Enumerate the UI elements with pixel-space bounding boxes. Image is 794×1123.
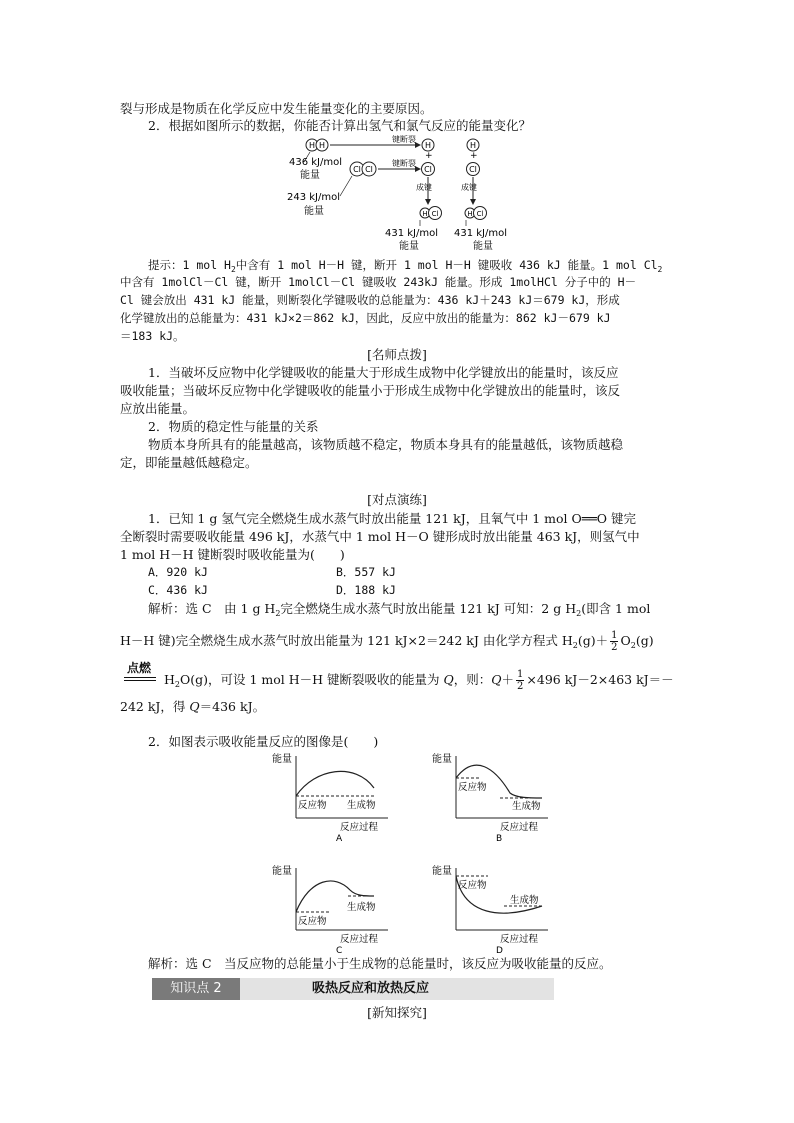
ex1-solution-4: 242 kJ，得 Q＝436 kJ。 [120,699,266,714]
ex1-option-a: A．920 kJ [148,565,208,579]
svg-text:C: C [336,946,343,955]
ex1-line-1: 1．已知 1 g 氢气完全燃烧生成水蒸气时放出能量 121 kJ，且氧气中 1 mol O══O 键完 [148,511,636,526]
ex1-solution-1: 解析：选 C 由 1 g $H_2$完全燃烧生成水蒸气时放出能量 121 kJ 可知：2 g $H_2$(即含 1 mol [148,601,651,618]
ignite-condition: 点燃 [127,661,152,675]
svg-text:H: H [318,141,326,150]
teacher-p3b: 定，即能量越低越稳定。 [120,455,258,470]
break-label-2: 键断裂 [392,159,416,168]
form-label-2: 成键 [461,183,477,192]
energy-word-1: 能量 [300,170,320,181]
svg-text:生成物: 生成物 [512,801,541,812]
svg-text:生成物: 生成物 [510,895,539,906]
energy-graph-d [430,860,560,955]
hint-line-3: Cl 键会放出 431 kJ 能量，则断裂化学键吸收的总能量为：436 kJ＋243 kJ＝679 kJ，形成 [120,293,620,307]
cl2-molecule [350,162,376,176]
knowledge-point-bar [152,978,554,1000]
knowledge-point-title: 吸热反应和放热反应 [312,981,430,996]
svg-text:能量: 能量 [399,241,419,252]
svg-text:能量: 能量 [432,866,452,877]
svg-text:H: H [469,141,477,150]
svg-text:Cl: Cl [424,165,432,174]
energy-graph-b [430,748,560,843]
svg-text:Cl: Cl [469,165,477,174]
svg-text:能量: 能量 [432,754,452,765]
teacher-p1b: 吸收能量；当破坏反应物中化学键吸收的能量小于形成生成物中化学键放出的能量时，该反 [120,383,621,398]
ex2-solution: 解析：选 C 当反应物的总能量小于生成物的总能量时，该反应为吸收能量的反应。 [148,956,612,971]
ex1-solution-3: $H_2O(g)$，可设 1 mol H－H 键断裂吸收的能量为 Q，则：Q＋ $\frac{1}{2}$ ×496 kJ－2×463 kJ＝－ [164,669,674,692]
svg-text:反应过程: 反应过程 [340,822,379,833]
svg-text:能量: 能量 [272,866,292,877]
e-hcl-label-2: 431 kJ/mol [454,228,508,239]
bond-energy-diagram [280,134,520,254]
ignite-arrow-line [124,677,156,678]
svg-text:H: H [467,210,473,218]
svg-text:反应过程: 反应过程 [500,934,539,945]
svg-text:反应物: 反应物 [458,782,487,793]
teacher-p2: 2．物质的稳定性与能量的关系 [148,419,319,434]
ex1-line-3: 1 mol H－H 键断裂时吸收能量为( ) [120,547,345,562]
ex2-stem: 2．如图表示吸收能量反应的图像是( ) [148,734,379,749]
h2-molecule [306,139,328,151]
svg-text:D: D [496,946,503,955]
teacher-p1a: 1．当破坏反应物中化学键吸收的能量大于形成生成物中化学键放出的能量时，该反应 [148,365,619,380]
ex1-option-d: D．188 kJ [336,583,396,597]
hint-line-5: ＝183 kJ。 [120,329,185,343]
knowledge-point-label: 知识点 2 [152,978,240,1000]
practice-heading: [对点演练] [367,492,427,507]
teacher-p3a: 物质本身所具有的能量越高，该物质越不稳定，物质本身具有的能量越低，该物质越稳 [148,437,624,452]
svg-text:反应物: 反应物 [458,880,487,891]
svg-text:反应物: 反应物 [298,916,327,927]
svg-text:H: H [424,141,432,150]
svg-text:H: H [308,141,316,150]
svg-text:能量: 能量 [272,754,292,765]
svg-text:+: + [425,151,433,161]
svg-text:生成物: 生成物 [347,902,376,913]
svg-text:+: + [470,151,478,161]
ex1-solution-2: H－H 键)完全燃烧生成水蒸气时放出能量为 121 kJ×2＝242 kJ 由化学方程式 $H_2(g)+$ $\frac{1}{2}$ $O_2(g)$ [120,630,654,653]
teacher-heading: [名师点拨] [367,347,427,362]
energy-graph-a [270,748,400,843]
svg-text:Cl: Cl [353,165,361,174]
ex1-option-b: B．557 kJ [336,565,396,579]
svg-text:B: B [496,834,503,843]
svg-text:Cl: Cl [365,165,373,174]
hint-line-2: 中含有 1molCl－Cl 键，断开 1molCl－Cl 键吸收 243kJ 能量。形成 1molHCl 分子中的 H－ [120,275,637,289]
intro-line: 裂与形成是物质在化学反应中发生能量变化的主要原因。 [120,101,433,116]
hint-line-1: 提示：1 mol $H_2$中含有 1 mol H－H 键，断开 1 mol H－H 键吸收 436 kJ 能量。1 mol $Cl_2$ [148,258,663,274]
e-hcl-label-1: 431 kJ/mol [385,228,439,239]
svg-text:A: A [336,834,343,843]
energy-word-2: 能量 [304,206,324,217]
svg-text:反应过程: 反应过程 [500,822,539,833]
e-clcl-label: 243 kJ/mol [287,192,341,203]
svg-text:生成物: 生成物 [347,800,376,811]
e-hh-label: 436 kJ/mol [289,157,343,168]
svg-text:能量: 能量 [473,241,493,252]
form-label-1: 成键 [416,183,432,192]
svg-text:反应过程: 反应过程 [340,934,379,945]
hint-line-4: 化学键放出的总能量为：431 kJ×2＝862 kJ，因此，反应中放出的能量为：862 kJ－679 kJ [120,311,611,325]
teacher-p1c: 应放出能量。 [120,401,196,416]
ex1-line-2: 全断裂时需要吸收能量 496 kJ，水蒸气中 1 mol H－O 键形成时放出能量 463 kJ，则氢气中 [120,529,640,544]
svg-text:Cl: Cl [431,210,439,218]
new-knowledge-heading: [新知探究] [367,1005,427,1020]
svg-text:H: H [422,210,428,218]
energy-graph-c [270,860,400,955]
question-2: 2．根据如图所示的数据，你能否计算出氢气和氯气反应的能量变化？ [148,118,531,133]
ex1-option-c: C．436 kJ [148,583,208,597]
break-label-1: 键断裂 [392,135,416,144]
svg-text:反应物: 反应物 [298,800,327,811]
svg-text:Cl: Cl [476,210,484,218]
